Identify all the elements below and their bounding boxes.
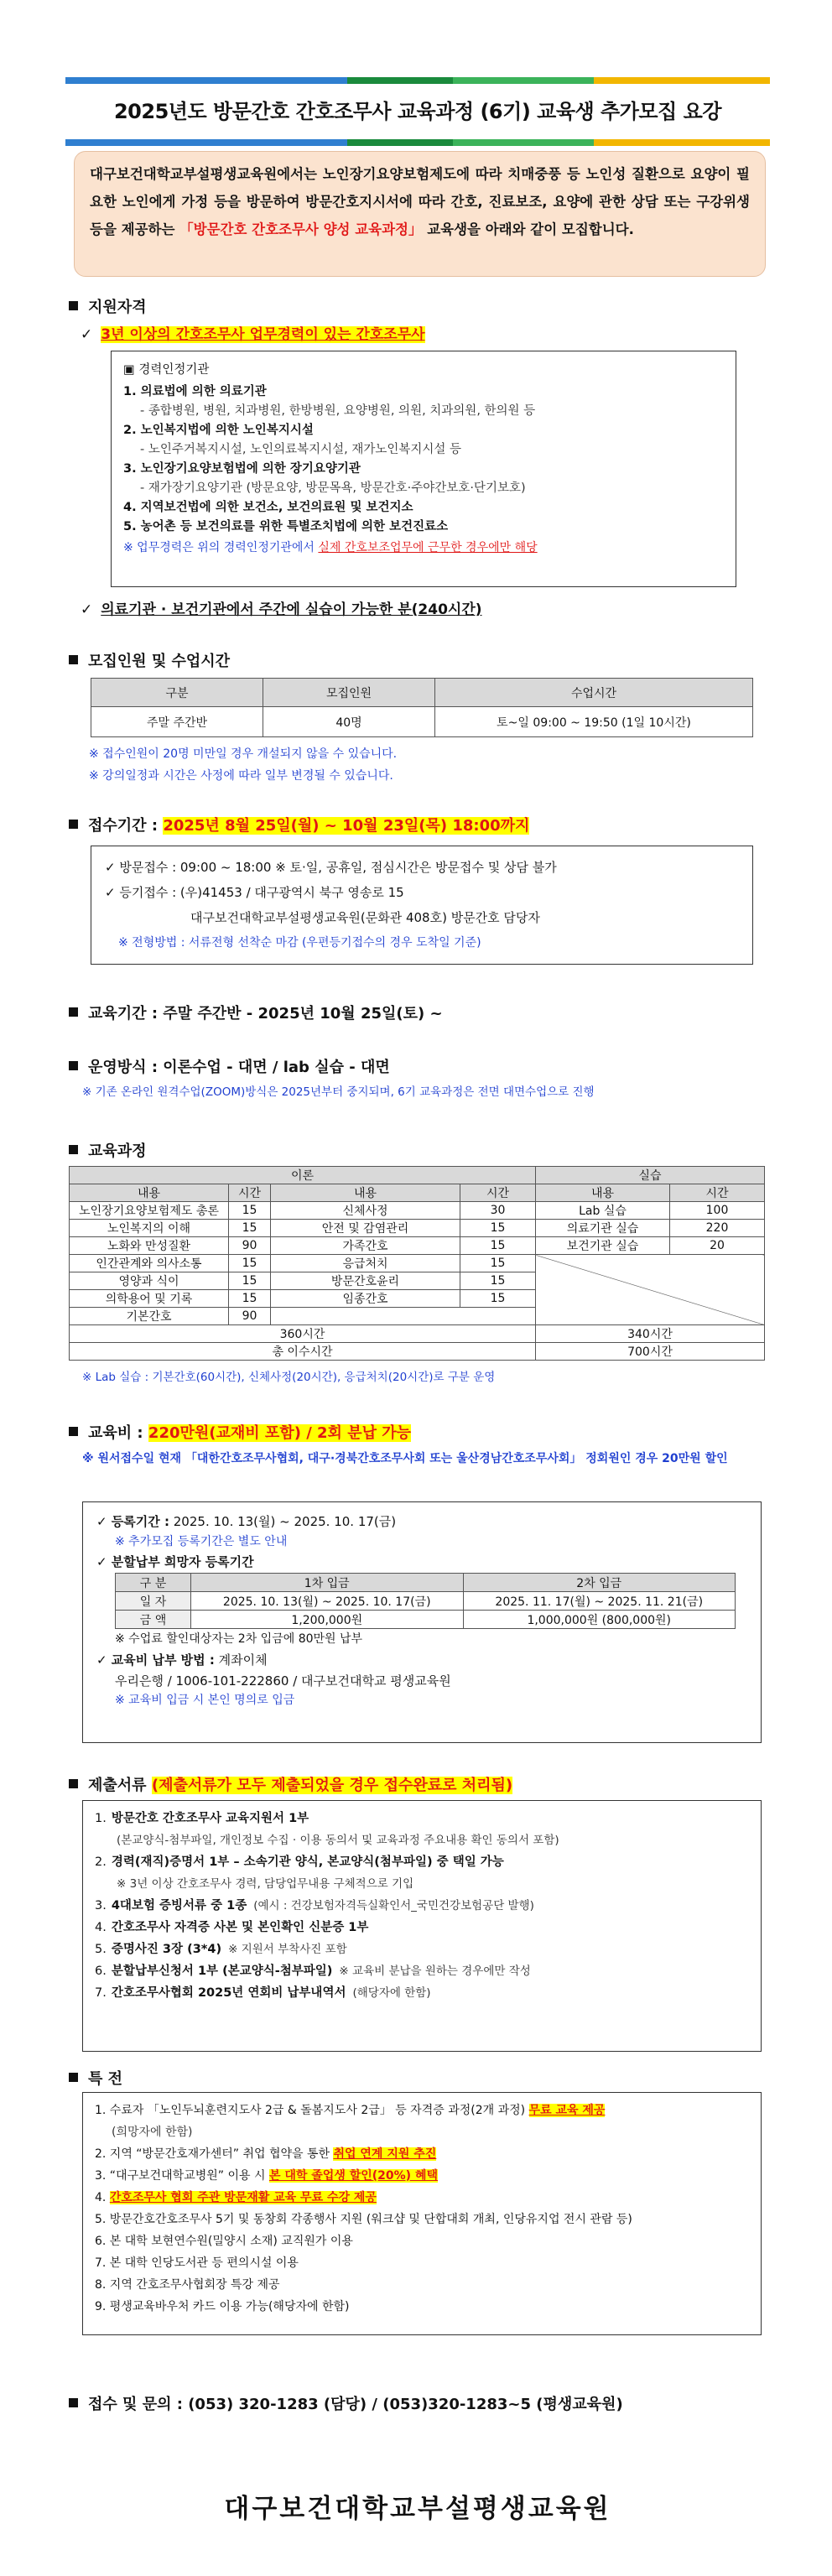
- document-number: 3.: [95, 1899, 107, 1912]
- theory-hours: 30: [460, 1202, 536, 1220]
- fee-discount-note: ※ 원서접수일 현재 「대한간호조무사협회, 대구·경북간호조무사회 또는 울산경남간호조무사회」 정회원인 경우 20만원 할인: [82, 1452, 728, 1465]
- career-item-detail: - 종합병원, 병원, 치과병원, 한방병원, 요양병원, 의원, 치과의원, 한의원 등: [140, 404, 536, 418]
- split-note: ※ 수업료 할인대상자는 2차 입금에 80만원 납부: [115, 1632, 363, 1646]
- document-detail: (예시 : 건강보험자격득실확인서_국민건강보험공단 발행): [253, 1899, 534, 1912]
- selection-note: ※ 전형방법 : 서류전형 선착순 마감 (우편등기접수의 경우 도착일 기준): [118, 936, 481, 950]
- career-item-title: 1. 의료법에 의한 의료기관: [123, 385, 267, 398]
- document-number: 2.: [95, 1855, 107, 1869]
- col-content-header: 내용: [70, 1184, 229, 1202]
- document-item: [95, 1808, 749, 1829]
- document-title: 방문간호 간호조무사 교육지원서 1부: [111, 1812, 309, 1825]
- square-bullet-icon: [69, 820, 78, 829]
- benefit-item: [95, 2100, 749, 2121]
- recruit-header-type: 구분: [91, 679, 263, 707]
- theory-hours: 15: [229, 1272, 271, 1290]
- practice-subject: Lab 실습: [536, 1202, 670, 1220]
- curriculum-note: ※ Lab 실습 : 기본간호(60시간), 신체사정(20시간), 응급처치(20시간)로 구분 운영: [82, 1371, 496, 1384]
- theory-subject: 신체사정: [271, 1202, 460, 1220]
- benefit-highlight: 본 대학 졸업생 할인(20%) 혜택: [268, 2169, 438, 2183]
- document-detail: ※ 지원서 부착사진 포함: [228, 1943, 347, 1956]
- career-box-note: ※ 업무경력은 위의 경력인정기관에서 실제 간호보조업무에 근무한 경우에만 해당: [123, 541, 538, 554]
- square-bullet-icon: [69, 1145, 78, 1154]
- mail-apply-line: ✓ 등기접수 : (우)41453 / 대구광역시 북구 영송로 15: [105, 885, 404, 900]
- benefit-condition: (희망자에 한함): [112, 2126, 193, 2139]
- total-hours: 700시간: [536, 1343, 765, 1361]
- theory-header: 이론: [70, 1167, 536, 1184]
- split-period-label: ✓ 분할납부 희망자 등록기간: [96, 1554, 254, 1569]
- document-item: [95, 1982, 749, 2004]
- title-bar-bottom: [65, 139, 770, 146]
- split-header: 2차 입금: [463, 1574, 736, 1592]
- fee-heading: 교육비 : 220만원(교재비 포함) / 2회 분납 가능: [69, 1421, 411, 1443]
- register-period: ✓ 등록기간 : 2025. 10. 13(월) ~ 2025. 10. 17(금): [96, 1514, 397, 1529]
- check-icon: ✓: [81, 326, 93, 343]
- document-item: [95, 1960, 749, 1982]
- split-header: 1차 입금: [191, 1574, 464, 1592]
- square-bullet-icon: [69, 2398, 78, 2407]
- curriculum-heading: 교육과정: [69, 1139, 147, 1161]
- career-item: [123, 382, 724, 421]
- theory-total: 360시간: [70, 1325, 536, 1343]
- theory-hours: 15: [229, 1202, 271, 1220]
- career-item: [123, 460, 724, 498]
- benefit-highlight: 취업 연계 지원 추진: [333, 2147, 437, 2161]
- curriculum-row: [70, 1202, 765, 1220]
- career-institutions-box: [111, 351, 736, 587]
- split-amount-1: 1,200,000원: [191, 1611, 464, 1629]
- benefit-text: 7. 본 대학 인당도서관 등 편의시설 이용: [95, 2256, 299, 2270]
- theory-subject: 노화와 만성질환: [70, 1237, 229, 1255]
- split-date-1: 2025. 10. 13(월) ~ 2025. 10. 17(금): [191, 1592, 464, 1611]
- benefit-item: [95, 2274, 749, 2296]
- document-number: 7.: [95, 1986, 107, 2000]
- square-bullet-icon: [69, 1061, 78, 1070]
- theory-subject: 노인복지의 이해: [70, 1220, 229, 1237]
- intro-highlight: 「방문간호 간호조무사 양성 교육과정」: [179, 221, 423, 237]
- document-detail: ※ 교육비 분납을 원하는 경우에만 작성: [339, 1965, 531, 1978]
- benefit-text: 9. 평생교육바우처 카드 이용 가능(해당자에 한함): [95, 2300, 350, 2313]
- square-bullet-icon: [69, 2073, 78, 2082]
- recruit-note-1: ※ 접수인원이 20명 미만일 경우 개설되지 않을 수 있습니다.: [89, 747, 398, 761]
- application-box: [91, 846, 753, 965]
- theory-hours: 90: [229, 1237, 271, 1255]
- document-title: 간호조무사협회 2025년 연회비 납부내역서: [111, 1986, 346, 2000]
- curriculum-body: [70, 1202, 765, 1325]
- document-title: 분할납부신청서 1부 (본교양식-첨부파일): [111, 1965, 333, 1978]
- split-row-label: 금 액: [116, 1611, 191, 1629]
- practice-header: 실습: [536, 1167, 765, 1184]
- intro-text-2: 교육생을 아래와 같이 모집합니다.: [427, 221, 634, 237]
- career-item-detail: - 재가장기요양기관 (방문요양, 방문목욕, 방문간호·주야간보호·단기보호): [140, 481, 526, 495]
- recruit-note-2: ※ 강의일정과 시간은 사정에 따라 일부 변경될 수 있습니다.: [89, 769, 393, 783]
- recruit-header-count: 모집인원: [263, 679, 435, 707]
- curriculum-row: [70, 1255, 765, 1272]
- documents-heading: 제출서류 (제출서류가 모두 제출되었을 경우 접수완료로 처리됨): [69, 1773, 512, 1795]
- split-row-label: 일 자: [116, 1592, 191, 1611]
- qualification-check-1: ✓ 3년 이상의 간호조무사 업무경력이 있는 간호조무사: [81, 326, 425, 343]
- document-item: [95, 1939, 749, 1960]
- benefit-item: [95, 2143, 749, 2165]
- benefits-box: [82, 2092, 762, 2335]
- document-title: 경력(재직)증명서 1부 – 소속기관 양식, 본교양식(첨부파일) 중 택일 가능: [111, 1855, 504, 1869]
- theory-subject: 임종간호: [271, 1290, 460, 1308]
- career-item: [123, 421, 724, 460]
- theory-hours: 15: [229, 1255, 271, 1272]
- bank-account: 우리은행 / 1006-101-222860 / 대구보건대학교 평생교육원: [115, 1673, 451, 1689]
- method-note: ※ 기존 온라인 원격수업(ZOOM)방식은 2025년부터 중지되며, 6기 교육과정은 전면 대면수업으로 진행: [82, 1085, 595, 1099]
- period-heading: 교육기간 : 주말 주간반 - 2025년 10월 25일(토) ~: [69, 1002, 443, 1023]
- square-bullet-icon: [69, 655, 78, 664]
- theory-subject: 영양과 식이: [70, 1272, 229, 1290]
- recruit-cell-count: 40명: [263, 707, 435, 737]
- split-header: 구 분: [116, 1574, 191, 1592]
- theory-hours: 15: [460, 1220, 536, 1237]
- theory-hours: 15: [460, 1255, 536, 1272]
- check-icon: ✓: [81, 601, 93, 618]
- benefit-text: 6. 본 대학 보현연수원(밀양시 소재) 교직원가 이용: [95, 2235, 353, 2248]
- square-bullet-icon: [69, 1007, 78, 1017]
- benefit-highlight: 간호조무사 협회 주관 방문재활 교육 무료 수강 제공: [109, 2191, 377, 2204]
- col-time-header: 시간: [460, 1184, 536, 1202]
- career-item-title: 5. 농어촌 등 보건의료를 위한 특별조치법에 의한 보건진료소: [123, 520, 449, 533]
- recruit-table: [91, 678, 753, 737]
- document-item: [95, 1917, 749, 1939]
- total-label: 총 이수시간: [70, 1343, 536, 1361]
- recruit-cell-type: 주말 주간반: [91, 707, 263, 737]
- benefit-highlight: 무료 교육 제공: [528, 2104, 606, 2117]
- benefit-item: [95, 2230, 749, 2252]
- practice-total: 340시간: [536, 1325, 765, 1343]
- career-item-title: 2. 노인복지법에 의한 노인복지시설: [123, 424, 314, 437]
- footer-institution: 대구보건대학교부설평생교육원: [224, 2494, 611, 2524]
- theory-subject: 응급처치: [271, 1255, 460, 1272]
- visit-apply-line: ✓ 방문접수 : 09:00 ~ 18:00 ※ 토·일, 공휴일, 점심시간은 방문접수 및 상담 불가: [105, 860, 557, 875]
- benefit-text: 4.: [95, 2191, 110, 2204]
- contact-heading: 접수 및 문의 : (053) 320-1283 (담당) / (053)320-1283~5 (평생교육원): [69, 2392, 623, 2414]
- theory-subject: 인간관계와 의사소통: [70, 1255, 229, 1272]
- split-amount-2: 1,000,000원 (800,000원): [463, 1611, 736, 1629]
- theory-hours: 15: [460, 1290, 536, 1308]
- fee-box: [82, 1501, 762, 1743]
- practice-hours: 220: [670, 1220, 765, 1237]
- document-detail: (본교양식-첨부파일, 개인정보 수집 · 이용 동의서 및 교육과정 주요내용 확인 동의서 포함): [117, 1834, 559, 1847]
- document-title: 증명사진 3장 (3*4): [111, 1943, 222, 1956]
- split-table: [115, 1573, 736, 1629]
- career-item-detail: - 노인주거복지시설, 노인의료복지시설, 재가노인복지시설 등: [140, 443, 462, 456]
- document-item: [95, 1851, 749, 1873]
- col-time-header: 시간: [670, 1184, 765, 1202]
- payment-note: ※ 교육비 입금 시 본인 명의로 입금: [115, 1694, 295, 1707]
- career-item: [123, 498, 724, 518]
- documents-box: [82, 1800, 762, 2052]
- document-number: 1.: [95, 1812, 107, 1825]
- document-title: 4대보험 증빙서류 중 1종: [111, 1899, 247, 1912]
- page-title: 2025년도 방문간호 간호조무사 교육과정 (6기) 교육생 추가모집 요강: [113, 100, 722, 123]
- col-content-header: 내용: [271, 1184, 460, 1202]
- benefit-item: [95, 2165, 749, 2187]
- document-detail: ※ 3년 이상 간호조무사 경력, 담당업무내용 구체적으로 기입: [117, 1877, 414, 1891]
- mail-apply-address: 대구보건대학교부설평생교육원(문화관 408호) 방문간호 담당자: [190, 910, 540, 925]
- title-bar-top: [65, 77, 770, 84]
- empty-diagonal-cell: [536, 1255, 765, 1325]
- theory-subject: 가족간호: [271, 1237, 460, 1255]
- curriculum-row: [70, 1220, 765, 1237]
- register-note: ※ 추가모집 등록기간은 별도 안내: [115, 1535, 288, 1548]
- theory-hours: 15: [229, 1220, 271, 1237]
- career-items: [123, 382, 724, 537]
- document-number: 6.: [95, 1965, 107, 1978]
- method-heading: 운영방식 : 이론수업 - 대면 / lab 실습 - 대면: [69, 1055, 390, 1077]
- theory-hours: 15: [460, 1272, 536, 1290]
- benefit-text: 8. 지역 간호조무사협회장 특강 제공: [95, 2278, 280, 2292]
- application-heading: 접수기간 : 2025년 8월 25일(월) ~ 10월 23일(목) 18:00까지: [69, 814, 529, 835]
- career-item-title: 3. 노인장기요양보험법에 의한 장기요양기관: [123, 462, 361, 476]
- square-bullet-icon: [69, 301, 78, 310]
- theory-subject: 기본간호: [70, 1308, 229, 1325]
- intro-box: [74, 151, 766, 277]
- qualification-heading: 지원자격: [69, 295, 147, 317]
- document-detail: (해당자에 한함): [352, 1986, 431, 2000]
- career-item: [123, 518, 724, 537]
- document-number: 4.: [95, 1921, 107, 1934]
- theory-subject: 안전 및 감염관리: [271, 1220, 460, 1237]
- theory-subject: 방문간호윤리: [271, 1272, 460, 1290]
- recruit-cell-time: 토~일 09:00 ~ 19:50 (1일 10시간): [435, 707, 753, 737]
- benefits-heading: 특 전: [69, 2067, 122, 2089]
- empty-cell: [271, 1308, 536, 1325]
- document-title: 간호조무사 자격증 사본 및 본인확인 신분증 1부: [111, 1921, 369, 1934]
- practice-subject: 보건기관 실습: [536, 1237, 670, 1255]
- benefit-text: 5. 방문간호간호조무사 5기 및 동창회 각종행사 지원 (워크샵 및 단합대회 개최, 인당유지업 전시 관람 등): [95, 2213, 632, 2226]
- split-date-2: 2025. 11. 17(월) ~ 2025. 11. 21(금): [463, 1592, 736, 1611]
- practice-hours: 100: [670, 1202, 765, 1220]
- theory-subject: 노인장기요양보험제도 총론: [70, 1202, 229, 1220]
- document-item: [95, 1895, 749, 1917]
- qualification-check-2: ✓ 의료기관 · 보건기관에서 주간에 실습이 가능한 분(240시간): [81, 601, 482, 618]
- career-item-title: 4. 지역보건법에 의한 보건소, 보건의료원 및 보건지소: [123, 501, 413, 514]
- intro-text-1: 대구보건대학교부설평생교육원에서는 노인장기요양보험제도에 따라 치매중풍 등 노인성 질환으로 요양이 필요한 노인에게 가정 등을 방문하여 방문간호지시서에 따라 간호, 진료보조, 요양에 관한 상담 또는 구강위생 등을 제공하는: [90, 166, 750, 237]
- col-time-header: 시간: [229, 1184, 271, 1202]
- benefit-text: 1. 수료자 「노인두뇌훈련지도사 2급 & 돌봄지도사 2급」 등 자격증 과정(2개 과정): [95, 2104, 529, 2117]
- benefit-item: [95, 2209, 749, 2230]
- curriculum-row: [70, 1237, 765, 1255]
- square-bullet-icon: [69, 1427, 78, 1436]
- col-content-header: 내용: [536, 1184, 670, 1202]
- practice-subject: 의료기관 실습: [536, 1220, 670, 1237]
- theory-subject: 의학용어 및 기록: [70, 1290, 229, 1308]
- square-bullet-icon: [69, 1779, 78, 1788]
- theory-hours: 90: [229, 1308, 271, 1325]
- benefit-item: [95, 2187, 749, 2209]
- benefit-text: 3. “대구보건대학교병원” 이용 시: [95, 2169, 269, 2183]
- square-box-icon: ▣: [123, 363, 135, 377]
- career-box-title: ▣ 경력인정기관: [123, 363, 210, 377]
- theory-hours: 15: [229, 1290, 271, 1308]
- practice-hours: 20: [670, 1237, 765, 1255]
- benefit-text: 2. 지역 “방문간호재가센터” 취업 협약을 통한: [95, 2147, 334, 2161]
- recruit-header-time: 수업시간: [435, 679, 753, 707]
- benefit-item: [95, 2296, 749, 2318]
- curriculum-table: [69, 1166, 765, 1361]
- recruit-heading: 모집인원 및 수업시간: [69, 649, 230, 671]
- payment-method: ✓ 교육비 납부 방법 : 계좌이체: [96, 1652, 268, 1668]
- theory-hours: 15: [460, 1237, 536, 1255]
- document-number: 5.: [95, 1943, 107, 1956]
- benefit-item: [95, 2252, 749, 2274]
